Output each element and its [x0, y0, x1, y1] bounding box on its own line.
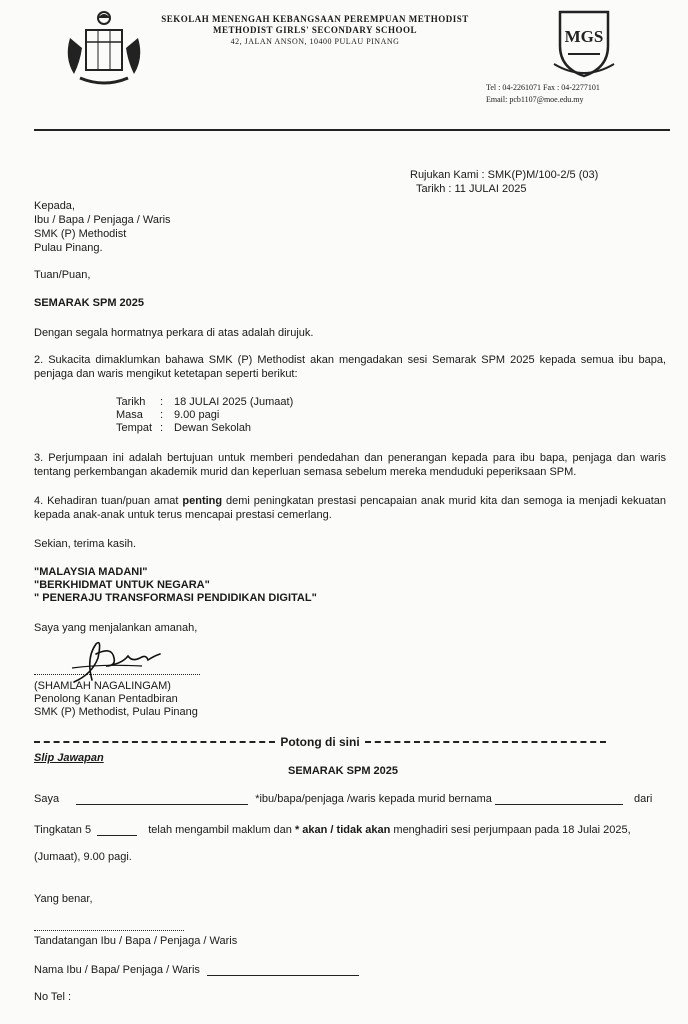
paragraph-3: 3. Perjumpaan ini adalah bertujuan untuk memberi pendedahan dan penerangan kepada para ibu bapa, penjaga dan waris tentang perkembangan akademik murid dan keperluan semasa sebelum mereka menduduki peperiksaan SPM. [34, 452, 666, 478]
detail-row-date: Tarikh : 18 JULAI 2025 (Jumaat) [116, 396, 297, 409]
school-crest-logo [552, 6, 616, 80]
salutation: Tuan/Puan, [34, 269, 91, 281]
motto-block [34, 566, 317, 605]
motto-line: "MALAYSIA MADANI" [34, 566, 148, 578]
malaysia-coat-of-arms [60, 8, 148, 90]
slip-title: Slip Jawapan [34, 752, 104, 764]
motto-line: "BERKHIDMAT UNTUK NEGARA" [34, 579, 210, 591]
contact-info [486, 82, 676, 106]
school-name-malay: SEKOLAH MENENGAH KEBANGSAAN PEREMPUAN METHODIST [161, 14, 469, 24]
recipient-block [34, 199, 171, 255]
attendance-choice: * akan / tidak akan [294, 824, 391, 836]
signature-line [34, 674, 200, 675]
parent-name-line: Nama Ibu / Bapa/ Penjaga / Waris [34, 964, 359, 976]
parent-signature-label: Tandatangan Ibu / Bapa / Penjaga / Waris [34, 935, 238, 947]
detail-label: Masa [116, 409, 143, 421]
cut-line [34, 735, 606, 749]
class-blank[interactable] [97, 835, 137, 836]
contact-tel-fax: Tel : 04-2261071 Fax : 04-2277101 [486, 83, 600, 92]
paragraph-2: 2. Sukacita dimaklumkan bahawa SMK (P) Methodist akan mengadakan sesi Semarak SPM 2025 kepada semua ibu bapa, penjaga dan waris mengikut ketetapan seperti berikut: [34, 354, 666, 380]
signatory-org: SMK (P) Methodist, Pulau Pinang [34, 706, 198, 718]
signatory-title: Penolong Kanan Pentadbiran [34, 693, 178, 705]
crest-letters: MGS [564, 27, 604, 46]
recipient-line: Ibu / Bapa / Penjaga / Waris [34, 214, 171, 226]
paragraph-4: 4. Kehadiran tuan/puan amat penting demi peningkatan prestasi pencapaian anak murid kita dan semoga ia menjadi kekuatan kepada anak-anak untuk terus mencapai prestasi cemerlang. [34, 495, 666, 521]
parent-name-blank[interactable] [76, 804, 248, 805]
detail-row-time: Masa : 9.00 pagi [116, 409, 297, 422]
detail-value: Dewan Sekolah [174, 422, 252, 434]
school-name-english: METHODIST GIRLS' SECONDARY SCHOOL [213, 25, 417, 35]
signatory-name: (SHAMLAH NAGALINGAM) [34, 680, 171, 692]
student-name-blank[interactable] [495, 804, 623, 805]
detail-value: 9.00 pagi [174, 409, 220, 421]
reference-number: Rujukan Kami : SMK(P)M/100-2/5 (03) [410, 169, 599, 181]
yang-benar: Yang benar, [34, 893, 93, 905]
slip-subject: SEMARAK SPM 2025 [288, 765, 399, 777]
event-details [116, 396, 297, 435]
slip-line-2: Tingkatan 5 telah mengambil maklum dan * akan / tidak akan menghadiri sesi perjumpaan pada 18 Julai 2025, [34, 824, 631, 836]
letter-date: Tarikh : 11 JULAI 2025 [416, 183, 527, 195]
emphasis-penting: penting [182, 495, 223, 507]
closing-text: Sekian, terima kasih. [34, 538, 137, 550]
detail-value: 18 JULAI 2025 (Jumaat) [174, 396, 294, 408]
recipient-line: SMK (P) Methodist [34, 228, 127, 240]
handwritten-signature [62, 628, 172, 686]
parent-signature-line [34, 930, 184, 931]
recipient-line: Pulau Pinang. [34, 242, 103, 254]
recipient-line: Kepada, [34, 200, 75, 212]
letter-subject: SEMARAK SPM 2025 [34, 297, 145, 309]
phone-label: No Tel : [34, 991, 72, 1003]
cut-label: Potong di sini [280, 735, 360, 749]
contact-email: Email: pcb1107@moe.edu.my [486, 95, 584, 104]
paragraph-1: Dengan segala hormatnya perkara di atas adalah dirujuk. [34, 327, 314, 339]
parent-name-field[interactable] [207, 975, 359, 976]
slip-line-3: (Jumaat), 9.00 pagi. [34, 851, 132, 863]
detail-label: Tempat [116, 422, 153, 434]
header-divider [34, 129, 670, 131]
amanah-text: Saya yang menjalankan amanah, [34, 622, 198, 634]
school-address: 42, JALAN ANSON, 10400 PULAU PINANG [230, 37, 400, 46]
school-header [150, 14, 480, 47]
detail-row-venue: Tempat : Dewan Sekolah [116, 422, 297, 435]
detail-label: Tarikh [116, 396, 146, 408]
signatory-block [34, 680, 198, 719]
slip-line-1: Saya *ibu/bapa/penjaga /waris kepada murid bernama dari [34, 793, 653, 805]
motto-line: " PENERAJU TRANSFORMASI PENDIDIKAN DIGITAL" [34, 592, 317, 604]
reference-block [410, 168, 598, 196]
